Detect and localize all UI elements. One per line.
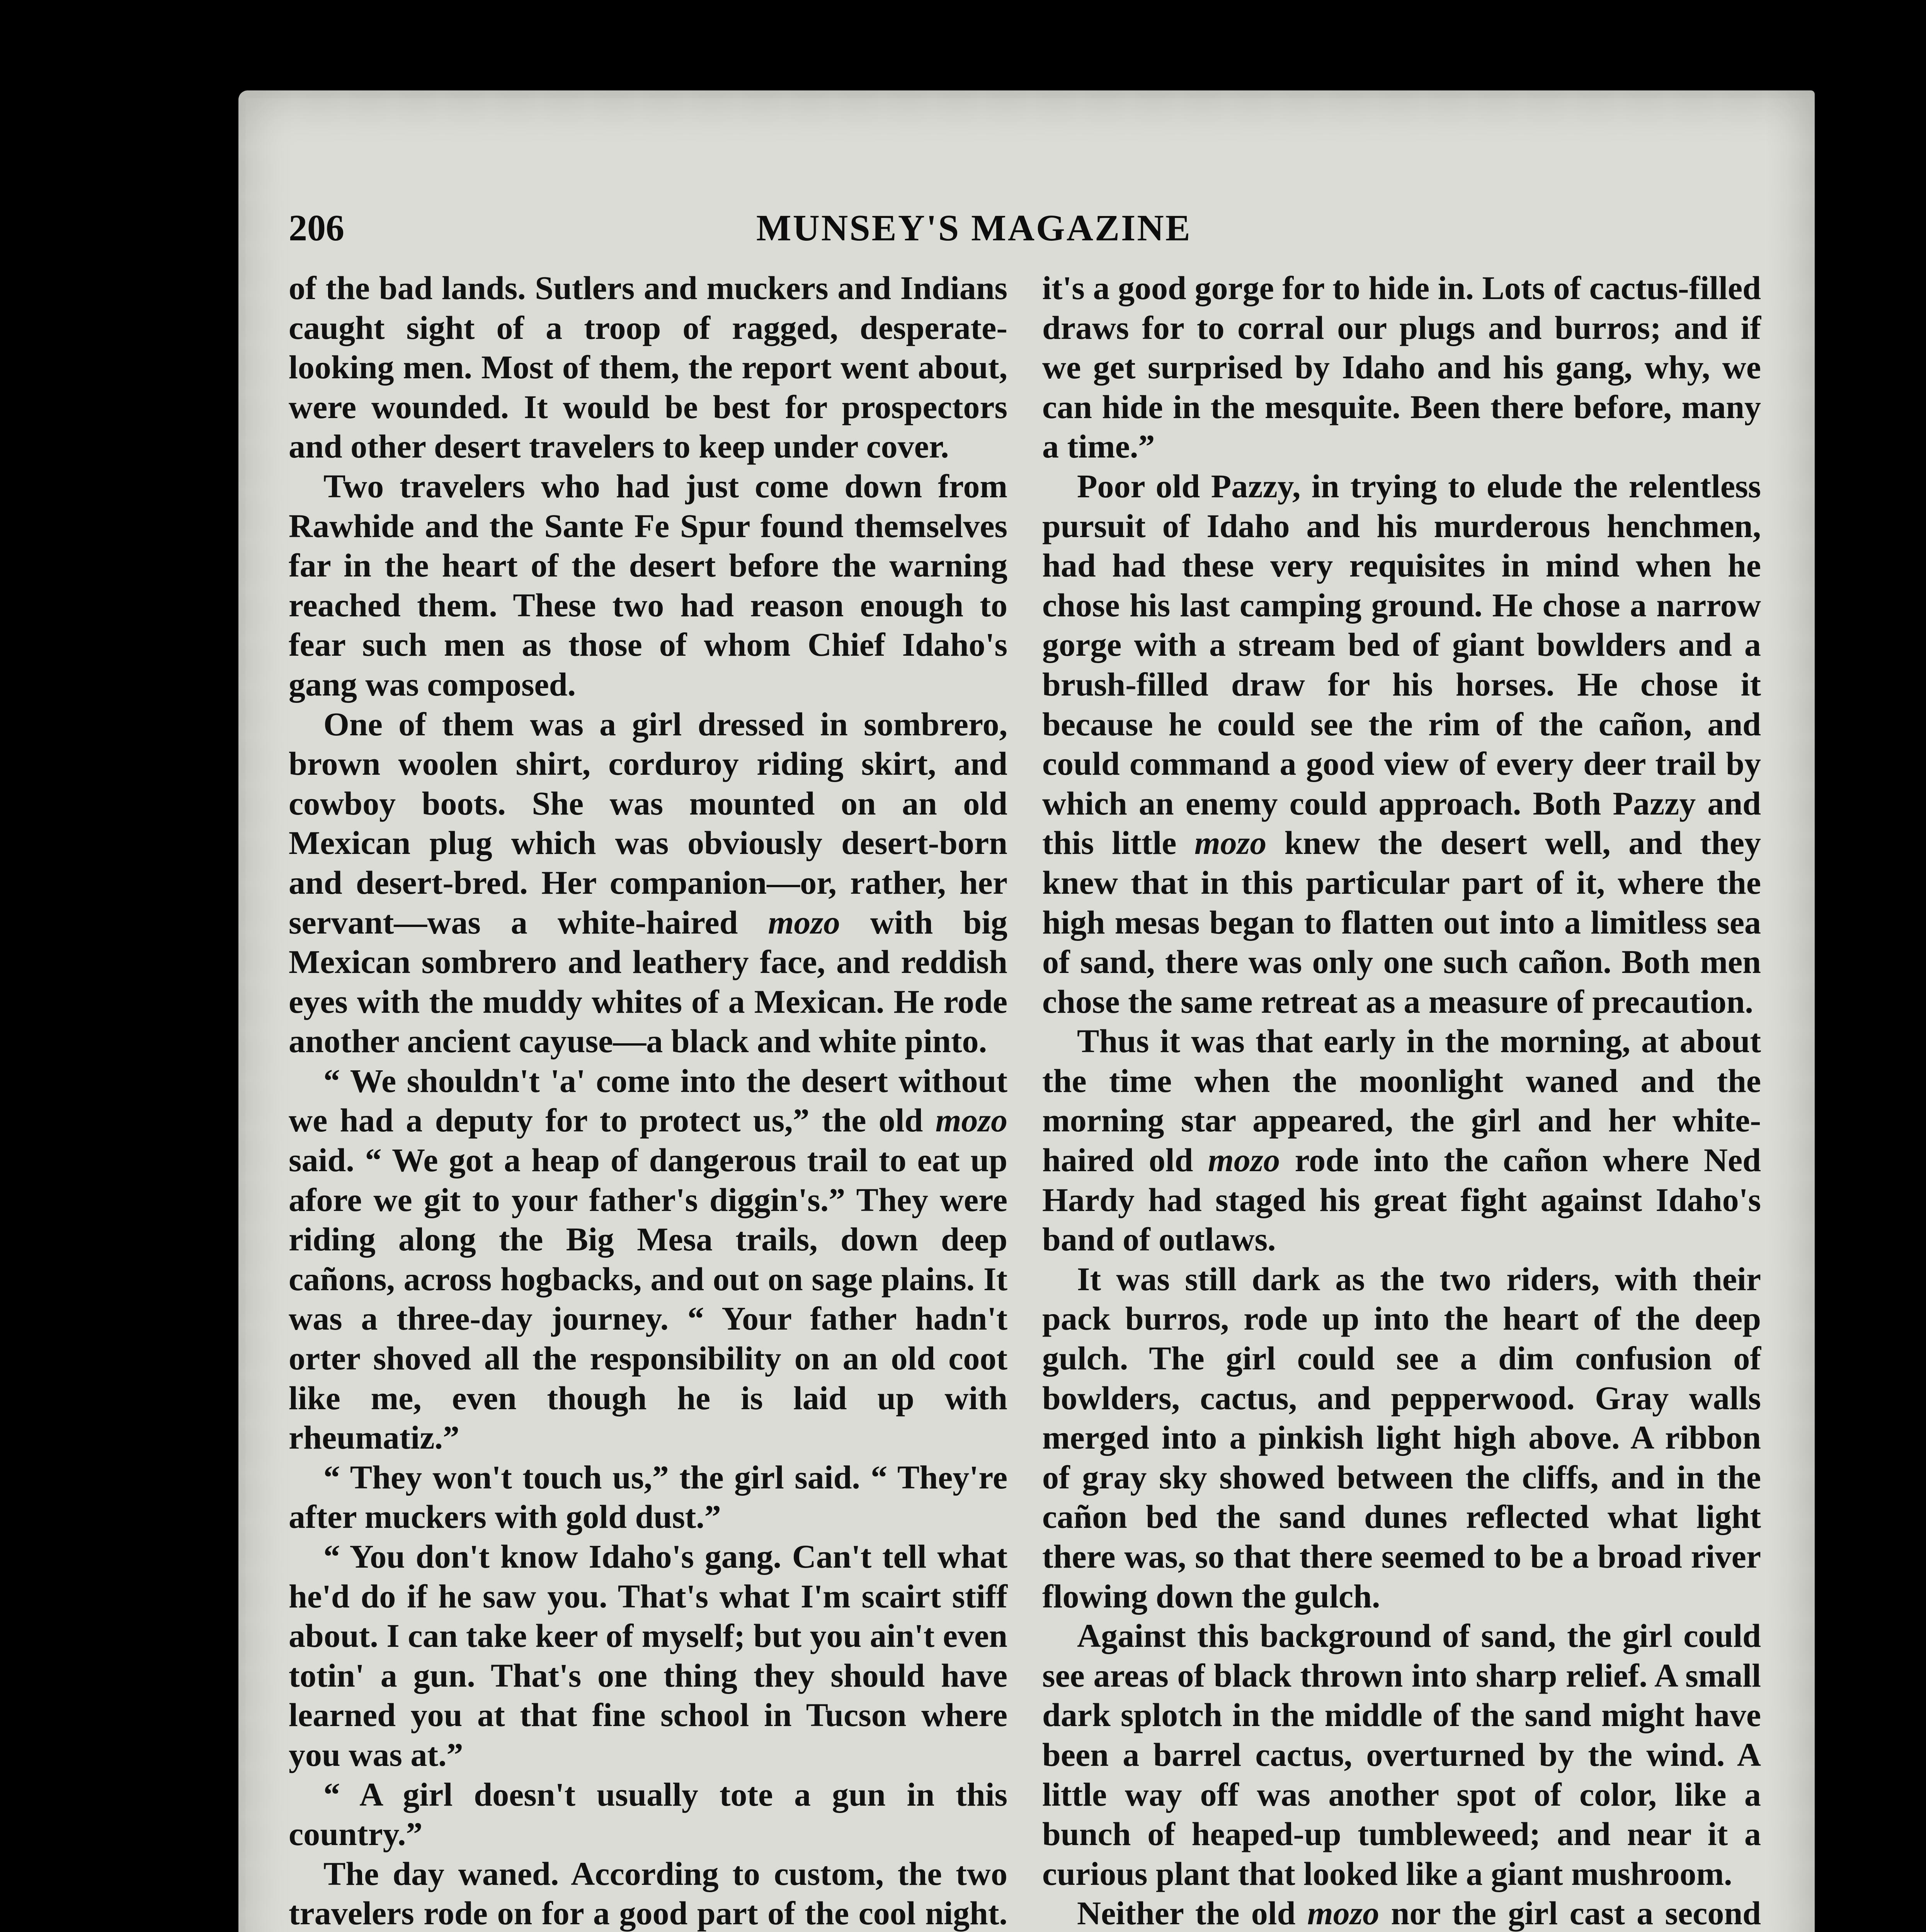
paragraph: Thus it was that early in the morning, at about the time when the moonlight waned and the morning star appeared, the girl and her white-haired old mozo rode into the cañon where Ned Hardy had staged his great fight against Idaho's band of outlaws.	[1042, 1022, 1761, 1258]
paragraph: of the bad lands. Sutlers and muckers and Indians caught sight of a troop of ragged, desperate-looking men. Most of them, the report went about, were wounded. It would be best for prospectors and other desert travelers to keep under cover.	[289, 269, 1007, 465]
paragraph: Against this background of sand, the girl could see areas of black thrown into sharp relief. A small dark splotch in the middle of the sand might have been a barrel cactus, overturned by the wind. A little way off was another spot of color, like a bunch of heaped-up tumbleweed; and near it a curious plant that looked like a giant mushroom.	[1042, 1617, 1761, 1892]
paragraph: It was still dark as the two riders, with their pack burros, rode up into the heart of the deep gulch. The girl could see a dim confusion of bowlders, cactus, and pepperwood. Gray walls merged into a pinkish light high above. A ribbon of gray sky showed between the cliffs, and in the cañon bed the sand dunes reflected what light there was, so that there seemed to be a broad river flowing down the gulch.	[1042, 1260, 1761, 1615]
left-column	[289, 268, 1007, 1932]
paragraph: “ They won't touch us,” the girl said. “ They're after muckers with gold dust.”	[289, 1458, 1007, 1536]
running-head	[281, 202, 1761, 260]
paragraph: One of them was a girl dressed in sombrero, brown woolen shirt, corduroy riding skirt, and cowboy boots. She was mounted on an old Mexican plug which was obviously desert-born and desert-bred. Her companion—or, rather, her servant—was a white-haired mozo with big Mexican sombrero and leathery face, and reddish eyes with the muddy whites of a Mexican. He rode another ancient cayuse—a black and white pinto.	[289, 705, 1007, 1060]
paragraph: “ You don't know Idaho's gang. Can't tell what he'd do if he saw you. That's what I'm scairt stiff about. I can take keer of myself; but you ain't even totin' a gun. That's one thing they should have learned you at that fine school in Tucson where you was at.”	[289, 1538, 1007, 1773]
paragraph: “ We shouldn't 'a' come into the desert without we had a deputy for to protect us,” the old mozo said. “ We got a heap of dangerous trail to eat up afore we git to your father's diggin's.” They were riding along the Big Mesa trails, down deep cañons, across hogbacks, and out on sage plains. It was a three-day journey. “ Your father hadn't orter shoved all the responsibility on an old coot like me, even though he is laid up with rheumatiz.”	[289, 1062, 1007, 1456]
magazine-page	[238, 90, 1815, 1932]
paragraph: Neither the old mozo nor the girl cast a second	[1077, 1895, 1761, 1932]
paragraph: it's a good gorge for to hide in. Lots of cactus-filled draws for to corral our plugs and burros; and if we get surprised by Idaho and his gang, why, we can hide in the mesquite. Been there before, many a time.”	[1042, 269, 1761, 465]
paragraph: Two travelers who had just come down from Rawhide and the Sante Fe Spur found themselves far in the heart of the desert before the warning reached them. These two had reason enough to fear such men as those of whom Chief Idaho's gang was composed.	[289, 467, 1007, 703]
right-column	[1042, 268, 1761, 1932]
paragraph: “ A girl doesn't usually tote a gun in this country.”	[289, 1776, 1007, 1853]
paragraph: The day waned. According to custom, the two travelers rode on for a good part of the cool night.	[289, 1855, 1007, 1932]
page-content	[281, 202, 1761, 1932]
page-number: 206	[289, 207, 344, 248]
paragraph: Poor old Pazzy, in trying to elude the relentless pursuit of Idaho and his murderous henchmen, had had these very requisites in mind when he chose his last camping ground. He chose a narrow gorge with a stream bed of giant bowlders and a brush-filled draw for his horses. He chose it because he could see the rim of the cañon, and could command a good view of every deer trail by which an enemy could approach. Both Pazzy and this little mozo knew the desert well, and they knew that in this particular part of it, where the high mesas began to flatten out into a limitless sea of sand, there was only one such cañon. Both men chose the same retreat as a measure of precaution.	[1042, 467, 1761, 1020]
magazine-title: MUNSEY'S MAGAZINE	[756, 207, 1192, 248]
